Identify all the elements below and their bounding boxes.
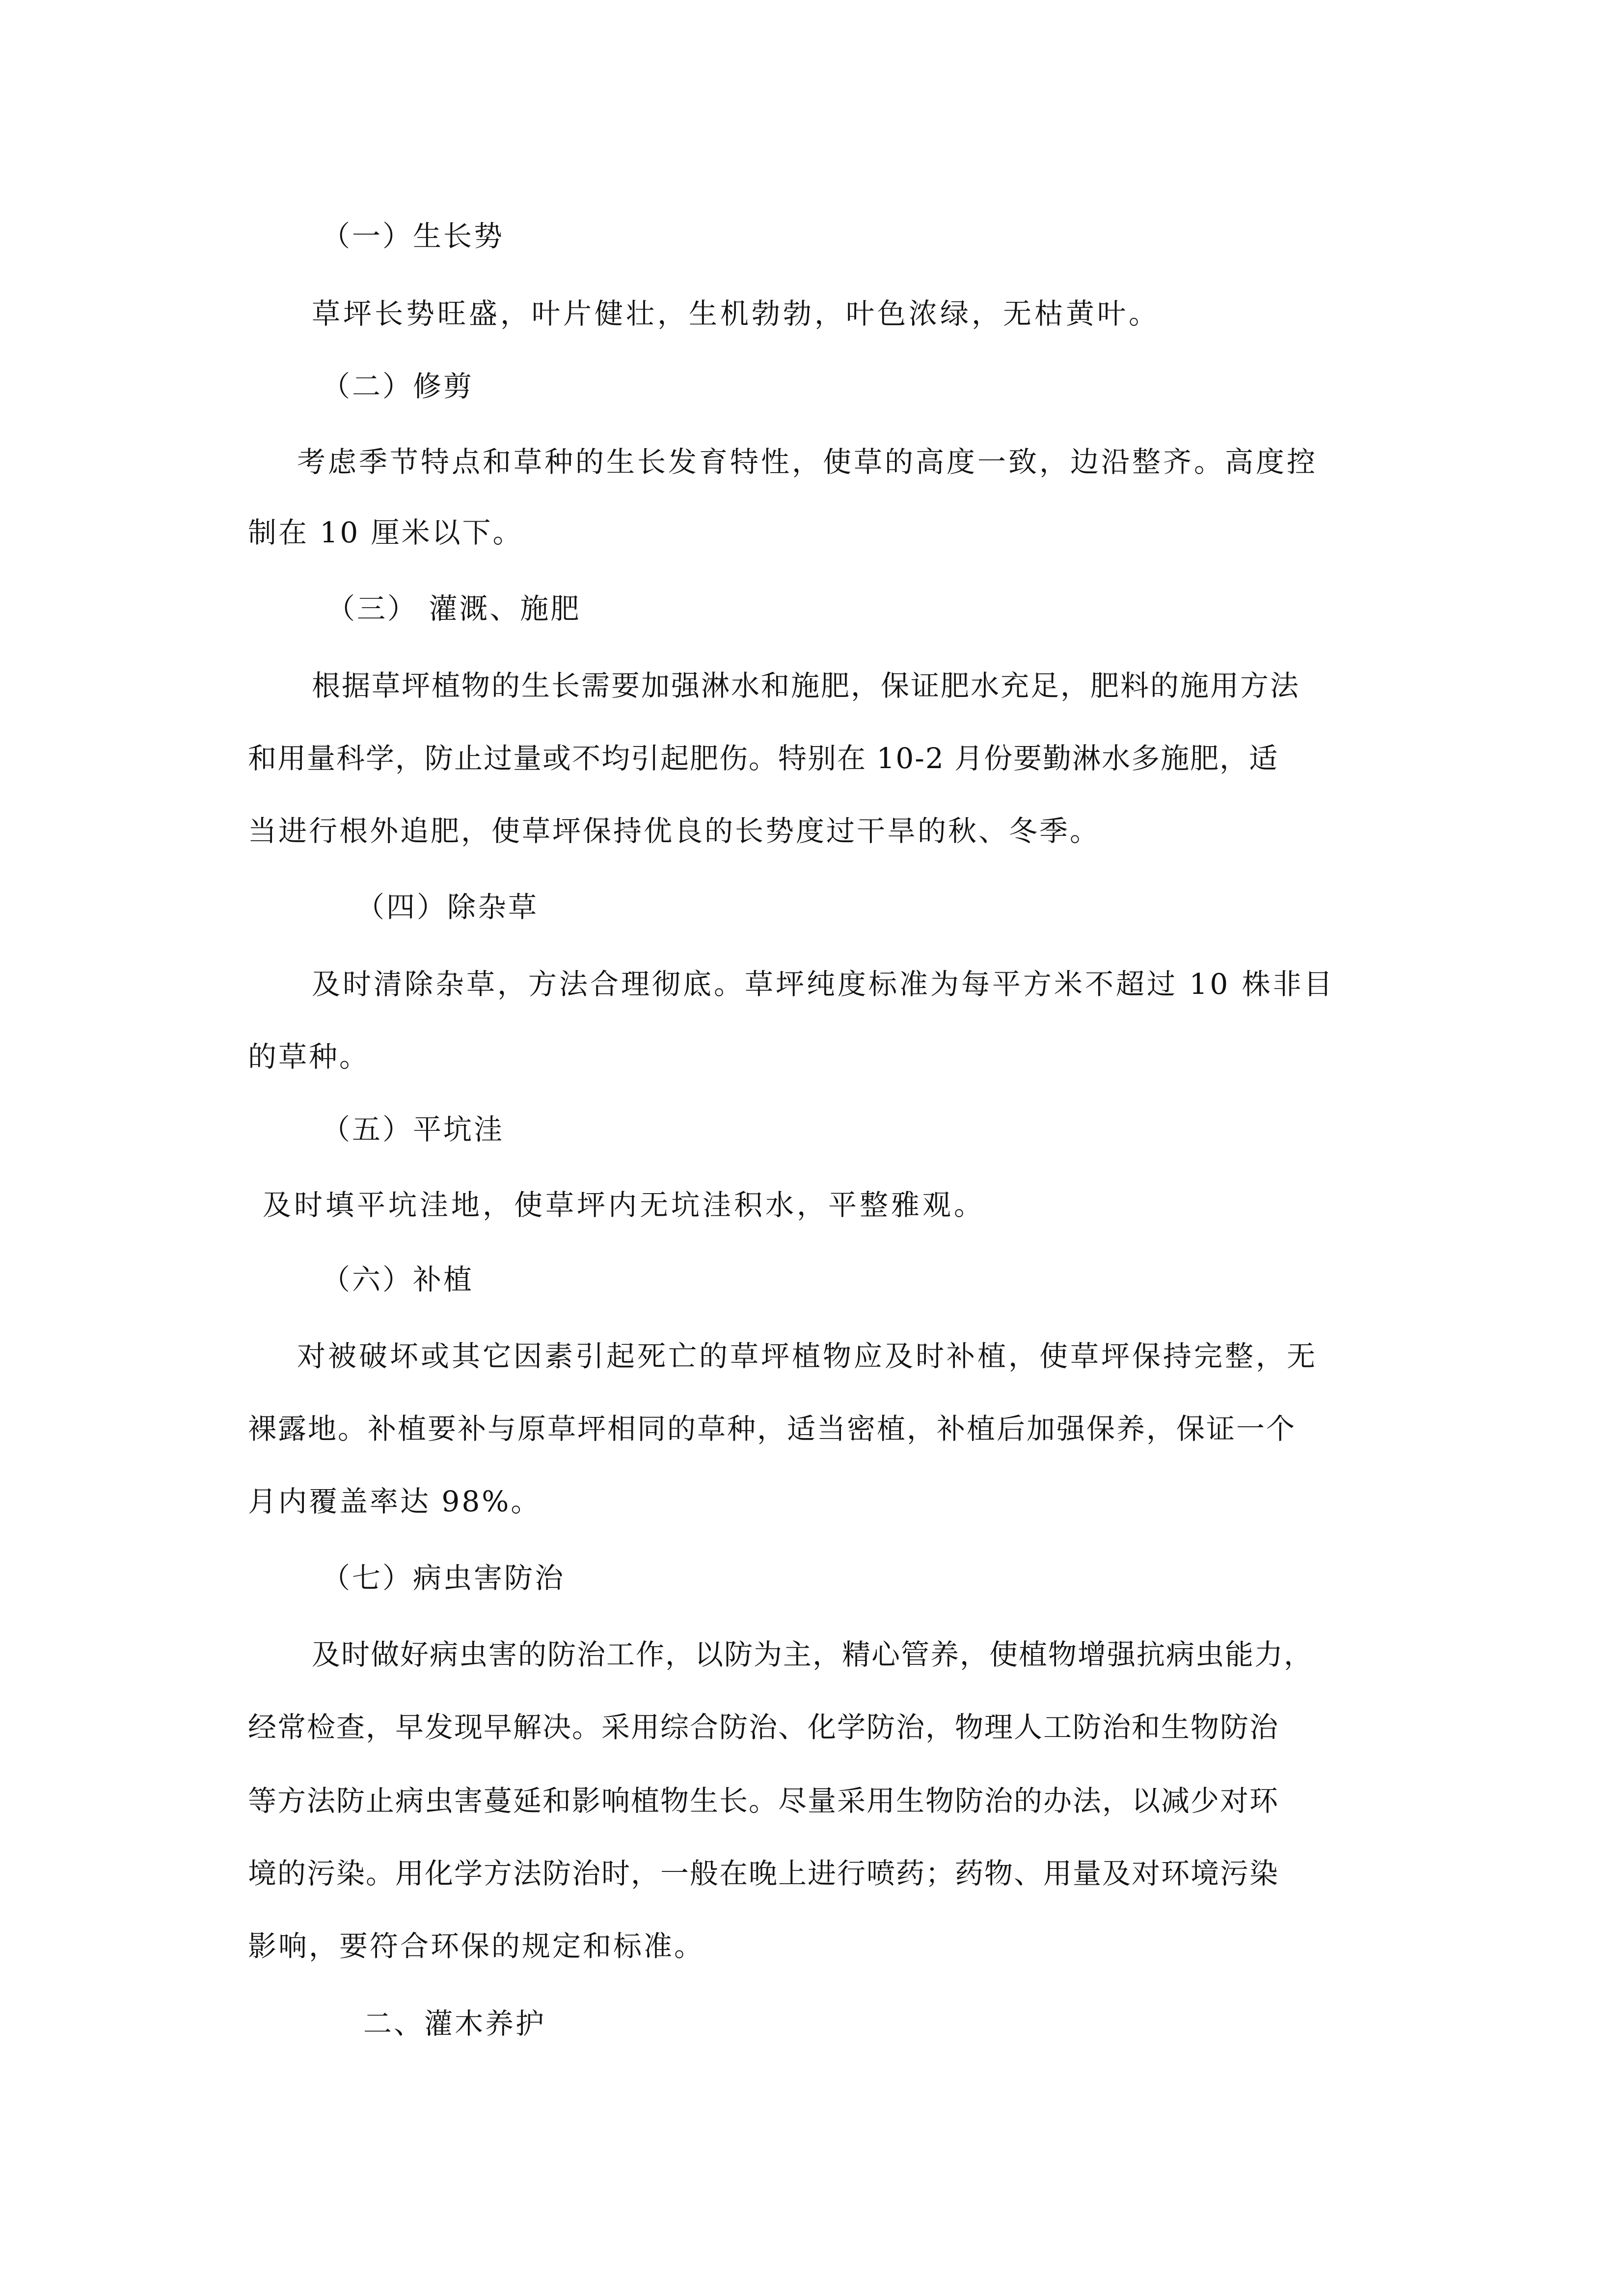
section-heading-leveling: （五）平坑洼 xyxy=(322,1113,505,1146)
paragraph-line: 和用量科学，防止过量或不均引起肥伤。特别在 10-2 月份要勤淋水多施肥，适 xyxy=(248,742,1279,775)
section-heading-irrigation: （三） 灌溉、施肥 xyxy=(326,592,581,625)
paragraph-line: 的草种。 xyxy=(248,1040,370,1073)
paragraph-line: 境的污染。用化学方法防治时，一般在晚上进行喷药；药物、用量及对环境污染 xyxy=(248,1857,1279,1890)
paragraph-line: 影响，要符合环保的规定和标准。 xyxy=(248,1929,705,1963)
paragraph-line: 及时清除杂草，方法合理彻底。草坪纯度标准为每平方米不超过 10 株非目 xyxy=(312,967,1335,1001)
paragraph-line: 及时做好病虫害的防治工作，以防为主，精心管养，使植物增强抗病虫能力， xyxy=(312,1638,1314,1671)
section-heading-weeding: （四）除杂草 xyxy=(356,890,539,924)
paragraph-line: 考虑季节特点和草种的生长发育特性，使草的高度一致，边沿整齐。高度控 xyxy=(297,445,1318,479)
section-heading-shrub-care: 二、灌木养护 xyxy=(363,2007,546,2040)
paragraph-line: 月内覆盖率达 98%。 xyxy=(248,1485,541,1518)
paragraph-line: 根据草坪植物的生长需要加强淋水和施肥，保证肥水充足，肥料的施用方法 xyxy=(312,669,1300,702)
section-heading-growth: （一）生长势 xyxy=(322,219,505,253)
section-heading-pest-control: （七）病虫害防治 xyxy=(322,1561,566,1595)
paragraph-line: 制在 10 厘米以下。 xyxy=(248,516,523,549)
paragraph-line: 经常检查，早发现早解决。采用综合防治、化学防治，物理人工防治和生物防治 xyxy=(248,1710,1279,1744)
paragraph-line: 及时填平坑洼地，使草坪内无坑洼积水，平整雅观。 xyxy=(263,1188,986,1222)
paragraph-line: 草坪长势旺盛，叶片健壮，生机勃勃，叶色浓绿，无枯黄叶。 xyxy=(312,297,1161,330)
paragraph-line: 对被破坏或其它因素引起死亡的草坪植物应及时补植，使草坪保持完整，无 xyxy=(297,1339,1318,1373)
section-heading-pruning: （二）修剪 xyxy=(322,370,474,403)
paragraph-line: 当进行根外追肥，使草坪保持优良的长势度过干旱的秋、冬季。 xyxy=(248,814,1101,848)
paragraph-line: 等方法防止病虫害蔓延和影响植物生长。尽量采用生物防治的办法，以减少对环 xyxy=(248,1784,1279,1817)
section-heading-replanting: （六）补植 xyxy=(322,1263,474,1296)
paragraph-line: 裸露地。补植要补与原草坪相同的草种，适当密植，补植后加强保养，保证一个 xyxy=(248,1412,1297,1445)
